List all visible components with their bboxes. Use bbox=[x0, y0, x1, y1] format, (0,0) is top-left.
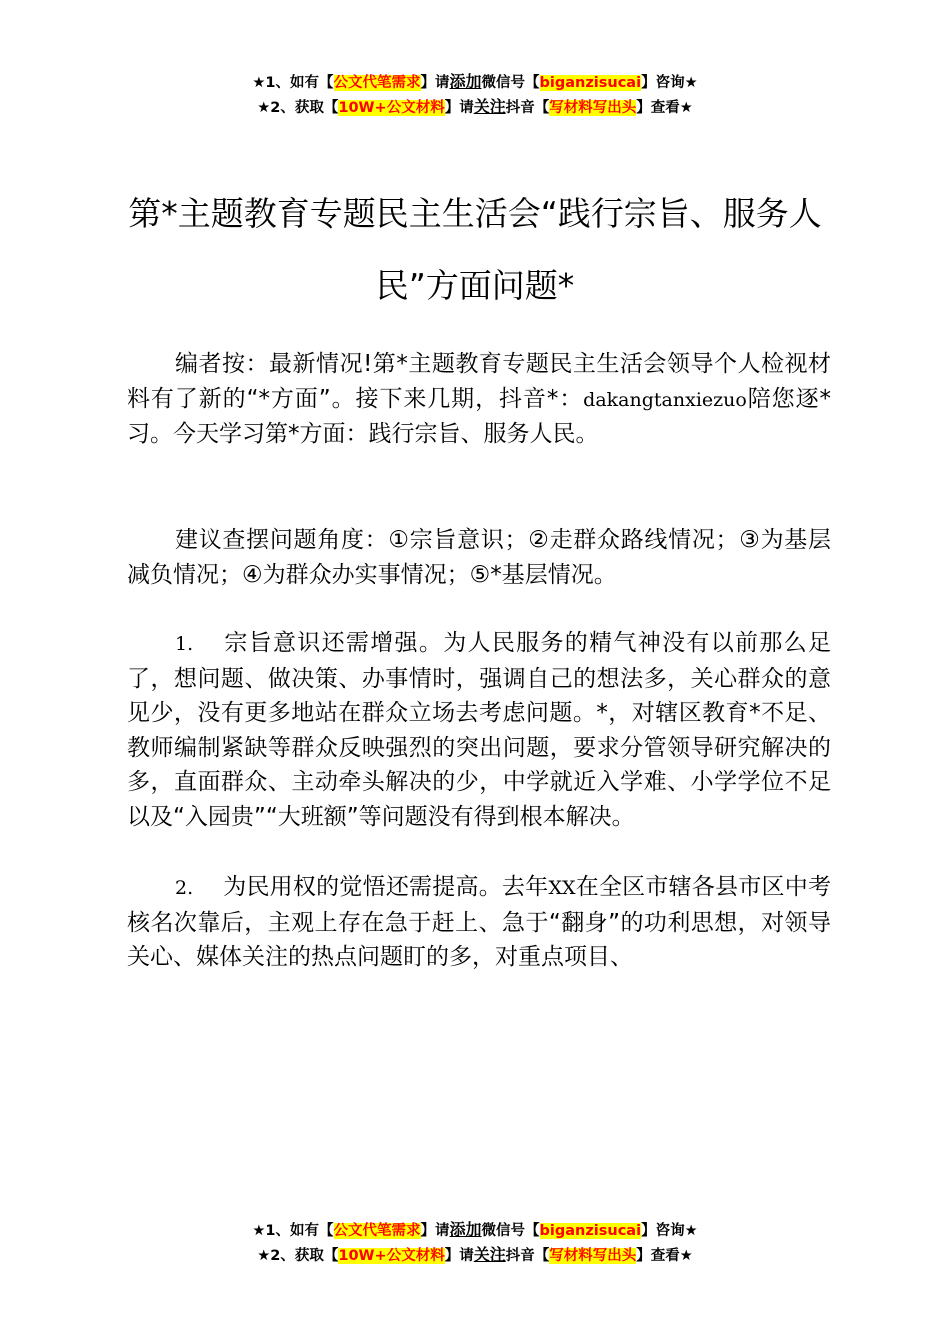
header-banner bbox=[0, 70, 950, 120]
banner-text: 】请 bbox=[444, 1248, 474, 1264]
paragraph-text: 陪您逐*习。今天学习第*方面：践行宗旨、服务人民。 bbox=[127, 385, 831, 447]
banner-text: ★2、获取【 bbox=[257, 100, 339, 116]
banner-text: 】查看★ bbox=[636, 100, 693, 116]
banner-text: 】咨询★ bbox=[641, 75, 698, 91]
paragraph-text: 为民用权的觉悟还需提高。去年 bbox=[223, 874, 549, 900]
banner-line-1 bbox=[0, 70, 950, 95]
problem-item-1 bbox=[127, 626, 831, 834]
paragraph-text: 宗旨意识还需增强。为人民服务的精气神没有以前那么足了，想问题、做决策、办事情时，强调自己的想法多，关心群众的意见少，没有更多地站在群众立场去考虑问题。*，对辖区教育*不足、教师编制紧缺等群众反映强烈的突出问题，要求分管领导研究解决的多，直面群众、主动牵头解决的少，中学就近入学难、小学学位不足以及“入园贵”“大班额”等问题没有得到根本解决。 bbox=[127, 630, 831, 830]
paragraph-text: 在全区市辖各县市区中考核名次靠后，主观上存在急于赶上、急于“翻身”的功利思想，对领导关心、媒体关注的热点问题盯的多，对重点项目、 bbox=[127, 874, 832, 970]
document-title: 第*主题教育专题民主生活会“践行宗旨、服务人民”方面问题* bbox=[128, 194, 822, 305]
item-number: 1. bbox=[175, 633, 194, 655]
banner-line-2 bbox=[0, 1243, 950, 1268]
problem-item-2 bbox=[127, 870, 831, 975]
banner-emphasis: 添加 bbox=[449, 1220, 482, 1239]
banner-text: ★1、如有【 bbox=[252, 75, 334, 91]
banner-text: 微信号【 bbox=[481, 75, 540, 91]
banner-text: 微信号【 bbox=[481, 1223, 540, 1239]
banner-text: 】请 bbox=[444, 100, 474, 116]
banner-highlight: 写材料写出头 bbox=[549, 100, 637, 116]
banner-text: 抖音【 bbox=[505, 1248, 550, 1264]
suggestion-paragraph: 建议查摆问题角度：①宗旨意识；②走群众路线情况；③为基层减负情况；④为群众办实事情况；⑤*基层情况。 bbox=[127, 527, 831, 588]
banner-emphasis: 关注 bbox=[473, 97, 506, 116]
banner-line-1 bbox=[0, 1218, 950, 1243]
banner-line-2 bbox=[0, 95, 950, 120]
banner-text: ★2、获取【 bbox=[257, 1248, 339, 1264]
banner-text: 】查看★ bbox=[636, 1248, 693, 1264]
banner-highlight: 公文代笔需求 bbox=[333, 75, 421, 91]
account-id-text: dakangtanxiezuo bbox=[583, 388, 747, 411]
item-number: 2. bbox=[175, 877, 194, 899]
banner-text: 】请 bbox=[420, 1223, 450, 1239]
banner-highlight: 10W+公文材料 bbox=[338, 100, 445, 116]
banner-highlight: 10W+公文材料 bbox=[338, 1248, 445, 1264]
banner-highlight: 写材料写出头 bbox=[549, 1248, 637, 1264]
placeholder-text: XX bbox=[548, 877, 576, 899]
editor-note-paragraph bbox=[127, 347, 831, 452]
banner-text: ★1、如有【 bbox=[252, 1223, 334, 1239]
banner-emphasis: 关注 bbox=[473, 1245, 506, 1264]
banner-highlight: biganzisucai bbox=[539, 75, 642, 91]
banner-emphasis: 添加 bbox=[449, 72, 482, 91]
paragraph-text: 编者按：最新情况!第*主题教育专题民主生活会领导个人检视材料有了新的“*方面”。接下来几期，抖音*： bbox=[127, 351, 831, 412]
banner-text: 抖音【 bbox=[505, 100, 550, 116]
banner-text: 】请 bbox=[420, 75, 450, 91]
banner-highlight: biganzisucai bbox=[539, 1223, 642, 1239]
banner-highlight: 公文代笔需求 bbox=[333, 1223, 421, 1239]
footer-banner bbox=[0, 1218, 950, 1268]
banner-text: 】咨询★ bbox=[641, 1223, 698, 1239]
